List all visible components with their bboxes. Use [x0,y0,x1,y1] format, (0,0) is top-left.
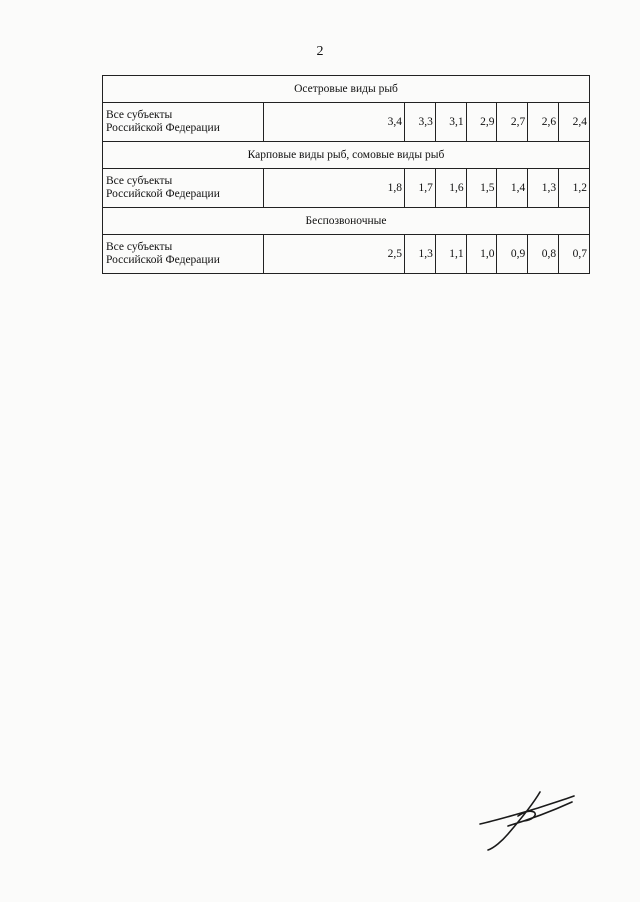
value-cell: 2,5 [263,235,404,274]
region-line-2: Российской Федерации [106,122,220,134]
value-cell: 1,7 [405,169,436,208]
table-row [103,169,590,208]
region-line-1: Все субъекты [106,109,173,121]
value-cell: 2,6 [528,103,559,142]
section-header-row [103,142,590,169]
section-header-row [103,208,590,235]
table-row [103,103,590,142]
value-cell: 1,4 [497,169,528,208]
value-cell: 0,9 [497,235,528,274]
region-cell [103,103,264,142]
region-cell [103,169,264,208]
page-number: 2 [316,44,324,59]
section-title: Осетровые виды рыб [103,76,590,103]
value-cell: 1,5 [466,169,497,208]
section-title: Беспозвоночные [103,208,590,235]
region-line-1: Все субъекты [106,241,173,253]
region-line-2: Российской Федерации [106,254,220,266]
value-cell: 1,6 [435,169,466,208]
section-header-row [103,76,590,103]
value-cell: 1,1 [435,235,466,274]
region-cell [103,235,264,274]
value-cell: 1,8 [263,169,404,208]
signature-icon [478,790,578,852]
value-cell: 0,7 [559,235,590,274]
region-line-1: Все субъекты [106,175,173,187]
section-title: Карповые виды рыб, сомовые виды рыб [103,142,590,169]
table-row [103,235,590,274]
value-cell: 1,2 [559,169,590,208]
value-cell: 3,1 [435,103,466,142]
value-cell: 2,4 [559,103,590,142]
value-cell: 1,3 [405,235,436,274]
value-cell: 2,7 [497,103,528,142]
value-cell: 2,9 [466,103,497,142]
value-cell: 1,3 [528,169,559,208]
value-cell: 3,4 [263,103,404,142]
value-cell: 1,0 [466,235,497,274]
value-cell: 3,3 [405,103,436,142]
rates-table [102,75,590,274]
value-cell: 0,8 [528,235,559,274]
region-line-2: Российской Федерации [106,188,220,200]
